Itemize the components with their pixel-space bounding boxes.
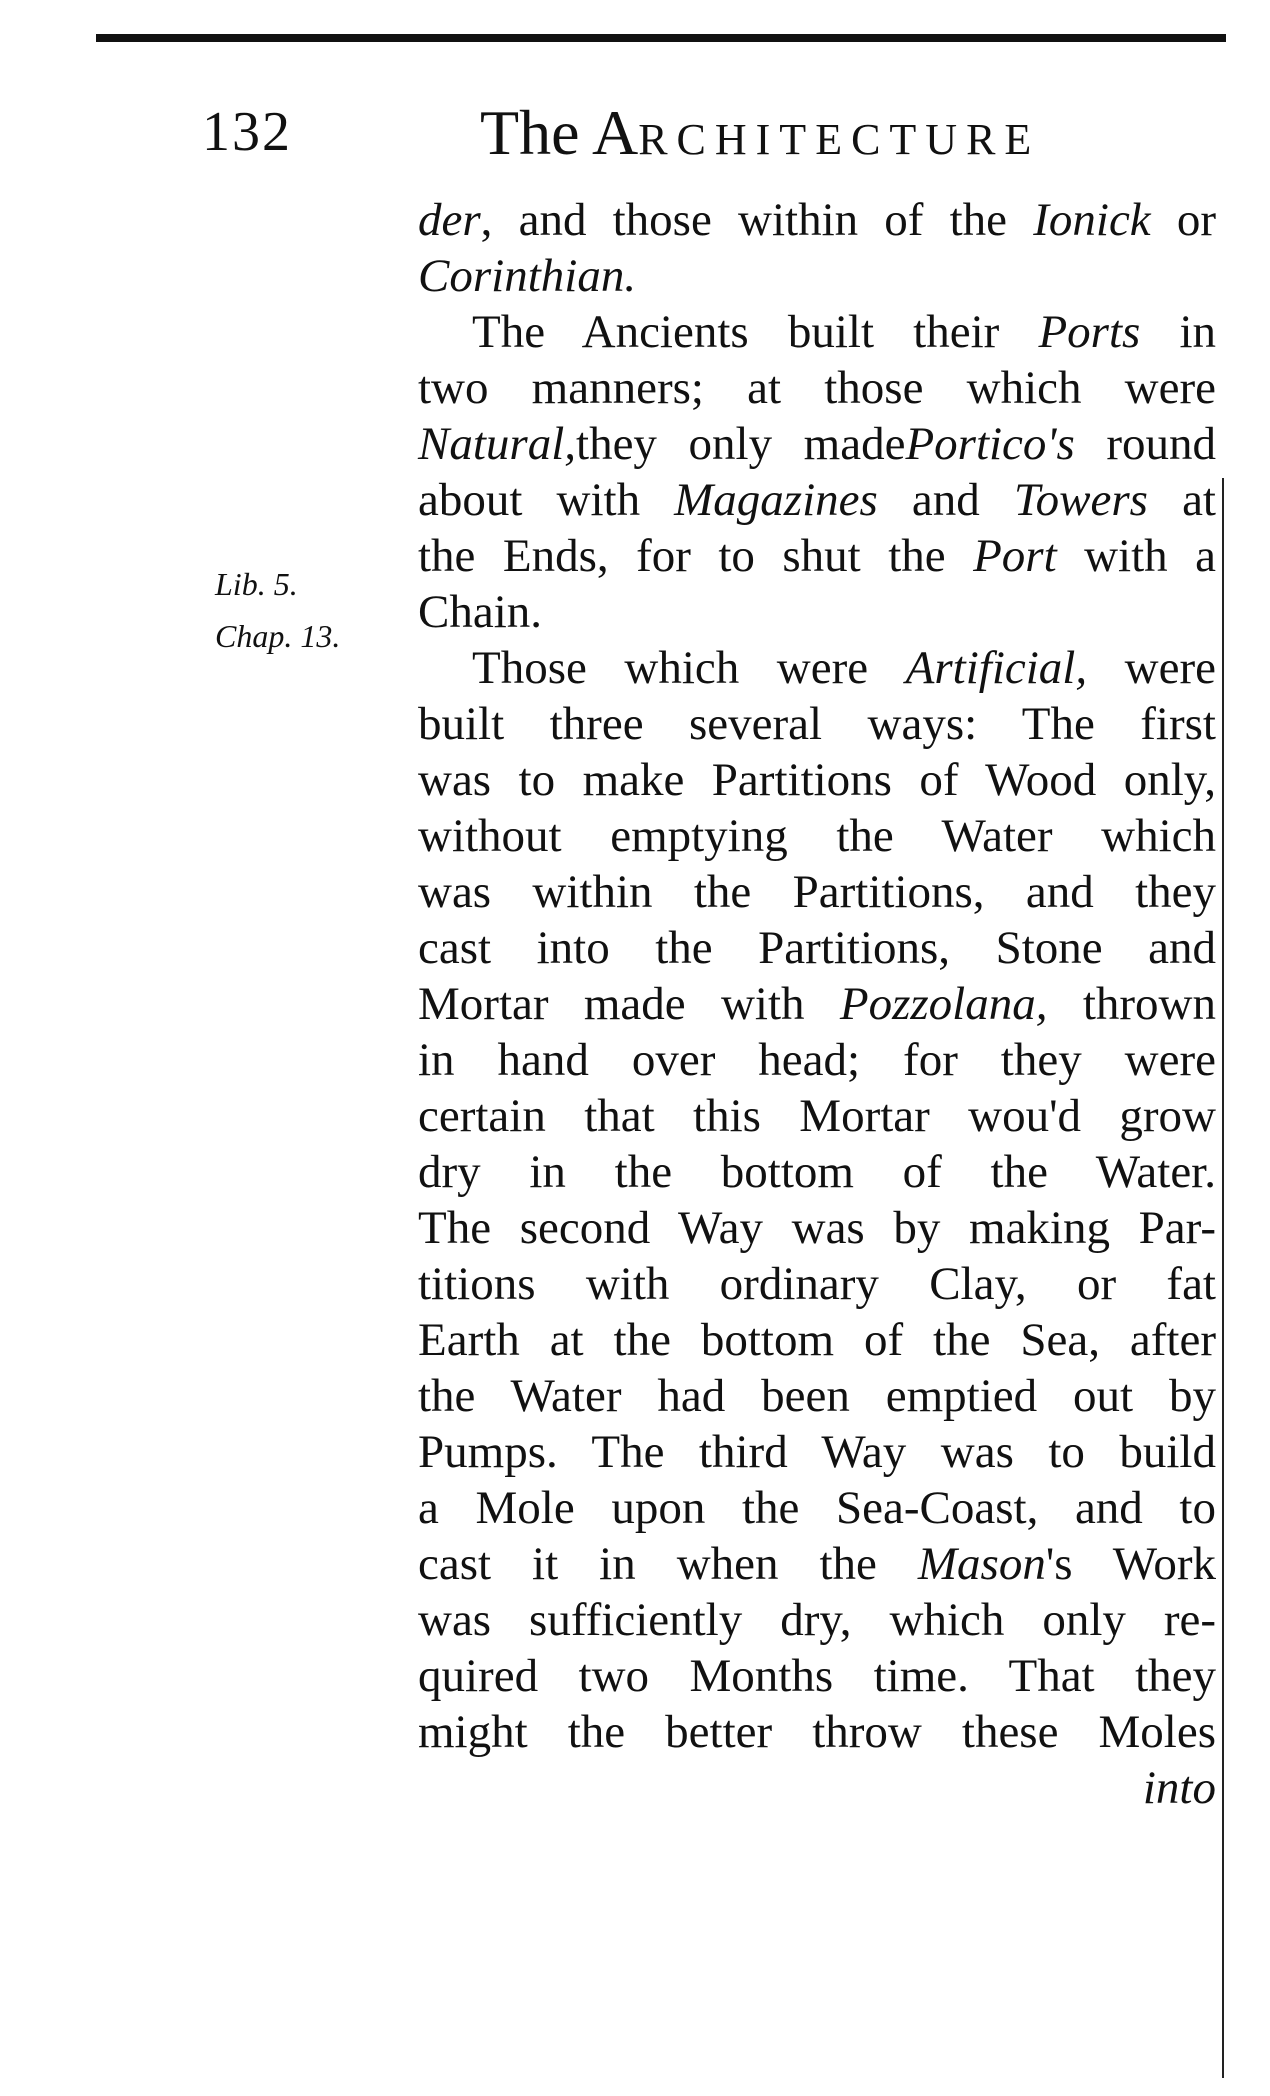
- text-line: [418, 1312, 1216, 1368]
- text-line: [418, 1088, 1216, 1144]
- running-head-initial: A: [591, 97, 639, 168]
- text-line: [418, 304, 1216, 360]
- running-head: [480, 98, 1040, 175]
- text-run: titions with ordinary Clay, or fat: [418, 1258, 1216, 1310]
- text-line: [418, 416, 1216, 472]
- text-line: [418, 808, 1216, 864]
- italic-text: Port: [973, 530, 1057, 582]
- text-run: dry in the bottom of the Water.: [418, 1146, 1216, 1198]
- italic-text: into: [1142, 1762, 1216, 1814]
- text-run: were: [1087, 642, 1216, 694]
- italic-text: Pozzolana,: [839, 978, 1048, 1030]
- text-line: [418, 248, 1216, 304]
- italic-text: Natural,: [418, 418, 577, 470]
- text-line: [418, 1480, 1216, 1536]
- text-run: two manners; at those which were: [418, 362, 1216, 414]
- text-run: and: [877, 474, 1014, 526]
- text-run: at: [1147, 474, 1216, 526]
- text-run: built three several ways: The first: [418, 698, 1216, 750]
- text-run: thrown: [1047, 978, 1216, 1030]
- text-line: [418, 1256, 1216, 1312]
- text-run: Those which were: [472, 642, 906, 694]
- page-number: 132: [202, 101, 292, 163]
- text-line: [418, 1200, 1216, 1256]
- text-run: without emptying the Water which: [418, 810, 1216, 862]
- italic-text: Corinthian.: [418, 250, 637, 302]
- text-line: [418, 640, 1216, 696]
- text-run: quired two Months time. That they: [418, 1650, 1216, 1702]
- text-run: the Water had been emptied out by: [418, 1370, 1216, 1422]
- text-line: [418, 1592, 1216, 1648]
- text-line: [418, 696, 1216, 752]
- text-line: [418, 472, 1216, 528]
- text-run: Mortar made with: [418, 978, 840, 1030]
- italic-text: Magazines: [674, 474, 878, 526]
- text-line: [418, 1144, 1216, 1200]
- text-run: they only made: [576, 418, 906, 470]
- margin-note-book: Lib. 5.: [215, 566, 298, 602]
- right-margin-rule: [1222, 478, 1224, 2078]
- text-run: or: [1150, 194, 1216, 246]
- text-line: [418, 752, 1216, 808]
- text-run: Chain.: [418, 586, 543, 638]
- text-run: with a: [1056, 530, 1216, 582]
- text-run: about with: [418, 474, 675, 526]
- text-line: [418, 1760, 1216, 1816]
- text-line: [418, 976, 1216, 1032]
- margin-note-chapter: Chap. 13.: [215, 618, 341, 654]
- text-run: cast into the Partitions, Stone and: [418, 922, 1216, 974]
- text-run: The Ancients built their: [472, 306, 1039, 358]
- text-line: [418, 864, 1216, 920]
- text-run: certain that this Mortar wou'd grow: [418, 1090, 1216, 1142]
- italic-text: Ports: [1038, 306, 1141, 358]
- text-run: cast it in when the: [418, 1538, 918, 1590]
- text-line: [418, 192, 1216, 248]
- italic-text: Artificial,: [905, 642, 1088, 694]
- text-run: 's Work: [1045, 1538, 1216, 1590]
- running-head-prefix: The: [480, 97, 592, 168]
- text-run: was within the Partitions, and they: [418, 866, 1216, 918]
- text-run: round: [1074, 418, 1216, 470]
- text-line: [418, 1536, 1216, 1592]
- italic-text: Ionick: [1033, 194, 1151, 246]
- text-run: was sufficiently dry, which only re-: [418, 1594, 1216, 1646]
- text-line: [418, 528, 1216, 584]
- text-run: Pumps. The third Way was to build: [418, 1426, 1216, 1478]
- text-line: [418, 1032, 1216, 1088]
- italic-text: Portico's: [905, 418, 1075, 470]
- text-run: might the better throw these Moles: [418, 1706, 1216, 1758]
- text-line: [418, 1424, 1216, 1480]
- italic-text: der: [418, 194, 481, 246]
- text-line: [418, 920, 1216, 976]
- text-line: [418, 584, 1216, 640]
- italic-text: Towers: [1013, 474, 1148, 526]
- text-run: in hand over head; for they were: [418, 1034, 1216, 1086]
- running-head-rest: RCHITECTURE: [638, 115, 1041, 164]
- top-rule: [96, 34, 1226, 42]
- text-run: a Mole upon the Sea-Coast, and to: [418, 1482, 1216, 1534]
- italic-text: Mason: [917, 1538, 1046, 1590]
- text-line: [418, 1704, 1216, 1760]
- text-run: , and those within of the: [480, 194, 1034, 246]
- margin-note: [215, 558, 340, 662]
- text-run: in: [1140, 306, 1216, 358]
- body-text: [418, 192, 1216, 1816]
- text-run: The second Way was by making Par-: [418, 1202, 1216, 1254]
- text-line: [418, 1368, 1216, 1424]
- text-line: [418, 1648, 1216, 1704]
- text-run: the Ends, for to shut the: [418, 530, 974, 582]
- text-run: was to make Partitions of Wood only,: [418, 754, 1216, 806]
- text-run: Earth at the bottom of the Sea, after: [418, 1314, 1216, 1366]
- text-line: [418, 360, 1216, 416]
